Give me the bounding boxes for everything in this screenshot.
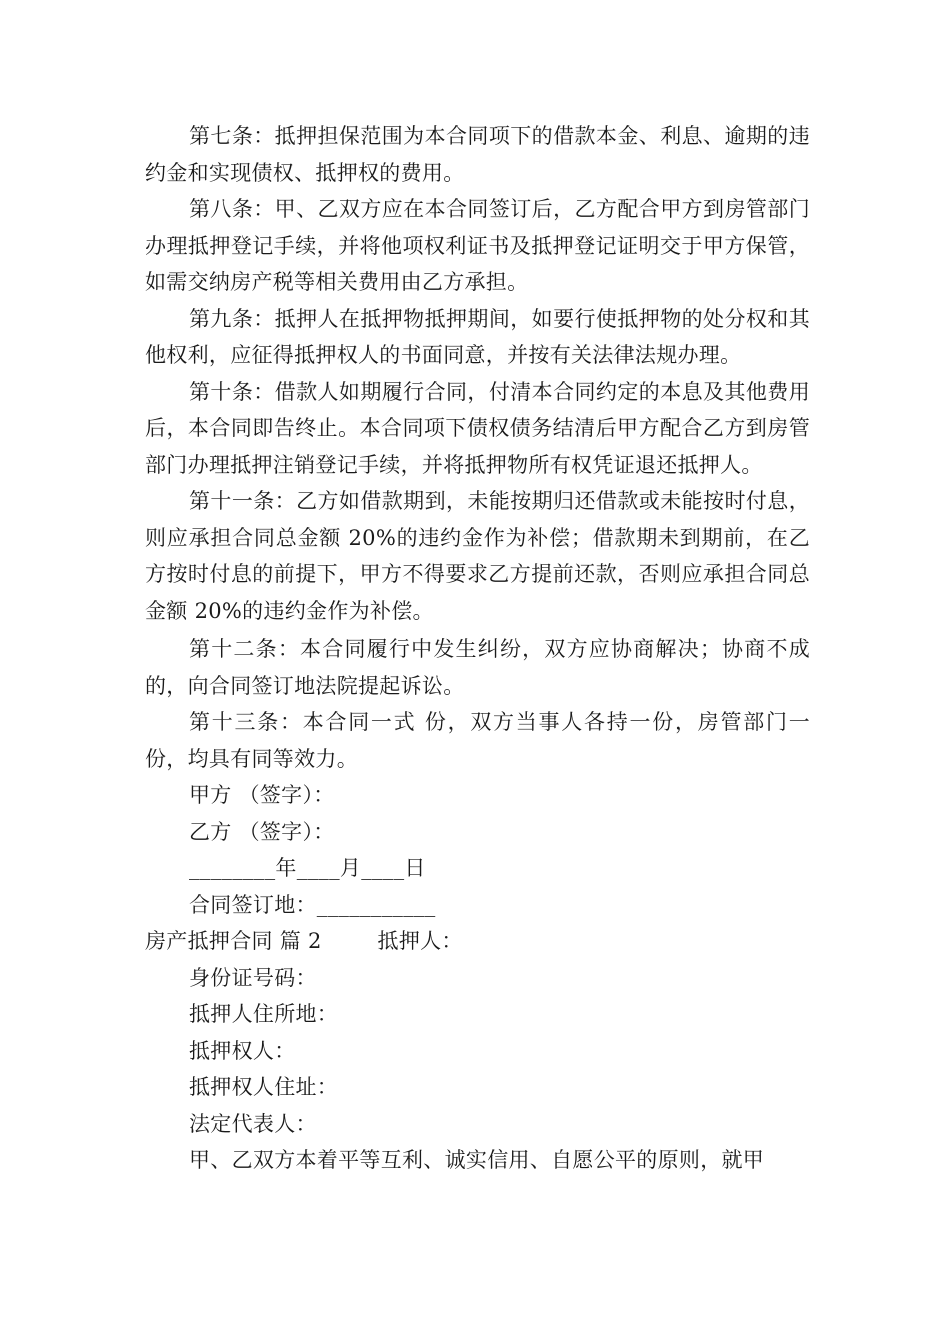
id-number-field: 身份证号码： (189, 965, 317, 990)
mortgagee-field: 抵押权人： (189, 1038, 296, 1063)
party-a-signature: 甲方 （签字）： (189, 783, 335, 807)
article-7: 第七条：抵押担保范围为本合同项下的借款本金、利息、逾期的违约金和实现债权、抵押权的费用。 (145, 124, 810, 185)
article-13: 第十三条：本合同一式 份，双方当事人各持一份，房管部门一份，均具有同等效力。 (145, 710, 810, 771)
article-9: 第九条：抵押人在抵押物抵押期间，如要行使抵押物的处分权和其他权利，应征得抵押权人的书面同意，并按有关法律法规办理。 (145, 306, 810, 367)
article-11: 第十一条：乙方如借款期到，未能按期归还借款或未能按时付息，则应承担合同总金额 20%的违约金作为补偿；借款期未到期前，在乙方按时付息的前提下，甲方不得要求乙方提前还款，否则应承担合同总金额 20%的违约金作为补偿。 (145, 489, 810, 623)
mortgagee-address-field: 抵押权人住址： (189, 1075, 339, 1099)
signing-place: 合同签订地：___________ (189, 892, 436, 917)
party-b-signature: 乙方 （签字）： (189, 819, 335, 844)
intro-paragraph: 甲、乙双方本着平等互利、诚实信用、自愿公平的原则，就甲 (189, 1148, 765, 1172)
date-line: ________年____月____日 (189, 856, 426, 880)
article-12: 第十二条：本合同履行中发生纠纷，双方应协商解决；协商不成的，向合同签订地法院提起诉讼。 (145, 637, 810, 698)
document-page (145, 118, 810, 1179)
article-10: 第十条：借款人如期履行合同，付清本合同约定的本息及其他费用后，本合同即告终止。本合同项下债权债务结清后甲方配合乙方到房管部门办理抵押注销登记手续，并将抵押物所有权凭证退还抵押人。 (145, 379, 810, 477)
section-2-title: 房产抵押合同 篇 2 抵押人： (145, 929, 463, 953)
mortgagor-address-field: 抵押人住所地： (189, 1002, 339, 1026)
article-8: 第八条：甲、乙双方应在本合同签订后，乙方配合甲方到房管部门办理抵押登记手续，并将他项权利证书及抵押登记证明交于甲方保管，如需交纳房产税等相关费用由乙方承担。 (145, 197, 810, 294)
legal-representative-field: 法定代表人： (189, 1111, 317, 1136)
